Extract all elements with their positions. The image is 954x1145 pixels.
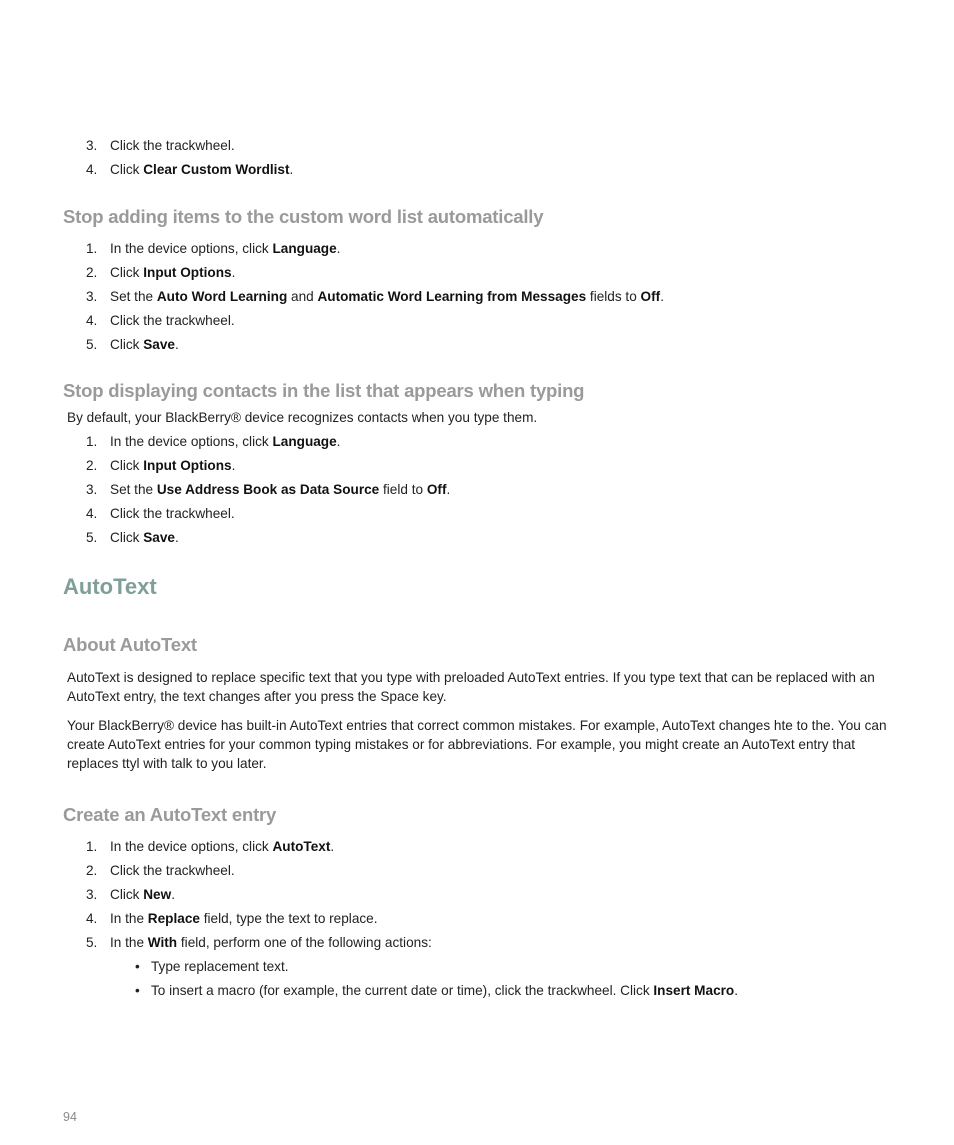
step-number: 3.: [86, 138, 98, 153]
bullet-item: [0, 955, 954, 979]
step-number: 4.: [86, 506, 98, 521]
section-heading: Stop displaying contacts in the list that appears when typing: [63, 380, 585, 401]
section-heading: Stop adding items to the custom word list automatically: [63, 206, 544, 227]
bullet-item: [0, 979, 954, 1003]
step-ui-term: Off: [640, 289, 661, 304]
step-text-end: .: [231, 265, 236, 280]
step-ui-term: New: [143, 887, 172, 902]
bullet-list: [0, 955, 954, 1003]
step-item: [0, 859, 954, 883]
step-text-end: .: [289, 162, 294, 177]
step-number: 3.: [86, 482, 98, 497]
step-text-mid: field, perform one of the following actions:: [177, 935, 432, 950]
step-ui-term: Auto Word Learning: [156, 289, 288, 304]
step-item: [0, 261, 954, 285]
step-text: In the: [110, 935, 148, 950]
step-text-mid: field to: [379, 482, 427, 497]
step-text-mid: field, type the text to replace.: [199, 911, 378, 926]
step-number: 3.: [86, 289, 98, 304]
step-text-end: .: [446, 482, 451, 497]
step-item: [0, 454, 954, 478]
step-text: Set the: [110, 289, 157, 304]
step-text: Click the trackwheel.: [110, 313, 235, 328]
step-item: [0, 502, 954, 526]
step-number: 1.: [86, 839, 98, 854]
step-ui-term: Input Options: [143, 458, 232, 473]
step-ui-term: Use Address Book as Data Source: [156, 482, 380, 497]
step-item: [0, 931, 954, 955]
step-item: [0, 883, 954, 907]
step-text: Click: [110, 458, 144, 473]
page-number: 94: [63, 1110, 77, 1124]
step-number: 4.: [86, 911, 98, 926]
intro-paragraph: By default, your BlackBerry® device recognizes contacts when you type them.: [67, 410, 538, 425]
section-2-steps: [0, 430, 954, 550]
step-number: 5.: [86, 935, 98, 950]
step-text-end: .: [174, 530, 179, 545]
step-ui-term: AutoText: [272, 839, 331, 854]
bullet-text: To insert a macro (for example, the current date or time), click the trackwheel. Click: [151, 983, 654, 998]
bullet-marker: •: [135, 959, 140, 974]
bullet-text: Type replacement text.: [151, 959, 289, 974]
step-item: [0, 134, 954, 158]
step-number: 2.: [86, 265, 98, 280]
step-item: [0, 158, 954, 182]
step-number: 5.: [86, 337, 98, 352]
step-number: 4.: [86, 313, 98, 328]
step-text-end: .: [174, 337, 179, 352]
bullet-text-end: .: [734, 983, 739, 998]
bullet-ui-term: Insert Macro: [653, 983, 735, 998]
section-heading: About AutoText: [63, 634, 197, 655]
step-item: [0, 835, 954, 859]
step-text: Click the trackwheel.: [110, 863, 235, 878]
step-ui-term: Off: [426, 482, 447, 497]
step-item: [0, 285, 954, 309]
step-text: In the device options, click: [110, 839, 273, 854]
step-text: In the device options, click: [110, 241, 273, 256]
step-item: [0, 478, 954, 502]
step-text-end: .: [336, 241, 341, 256]
create-steps: [0, 835, 954, 1003]
step-ui-term: Save: [143, 530, 175, 545]
step-ui-term: Input Options: [143, 265, 232, 280]
step-number: 5.: [86, 530, 98, 545]
step-ui-term: Save: [143, 337, 175, 352]
step-text: Set the: [110, 482, 157, 497]
step-ui-term: Language: [272, 434, 337, 449]
chapter-title: AutoText: [63, 574, 157, 599]
step-text-end: .: [231, 458, 236, 473]
step-ui-term: Automatic Word Learning from Messages: [317, 289, 587, 304]
step-item: [0, 907, 954, 931]
section-heading: Create an AutoText entry: [63, 804, 277, 825]
steps-list: [0, 134, 954, 182]
step-text: Click: [110, 337, 144, 352]
step-item: [0, 309, 954, 333]
about-paragraph: Your BlackBerry® device has built-in AutoText entries that correct common mistakes. For example, AutoText changes hte to the. You can create AutoText entries for your common typing mistakes or for abbreviations. For example, you might create an AutoText entry that replaces ttyl with talk to you later.: [67, 718, 887, 771]
step-ui-term: With: [147, 935, 178, 950]
step-ui-term: Language: [272, 241, 337, 256]
step-number: 3.: [86, 887, 98, 902]
step-item: [0, 333, 954, 357]
step-text-mid: and: [287, 289, 318, 304]
step-text-end: .: [336, 434, 341, 449]
step-number: 4.: [86, 162, 98, 177]
step-ui-term: Replace: [147, 911, 200, 926]
step-text-end: .: [171, 887, 175, 902]
step-text-mid: fields to: [586, 289, 641, 304]
steps-list: [0, 430, 954, 550]
step-text-end: .: [660, 289, 664, 304]
step-text: Click: [110, 530, 144, 545]
step-text: Click: [110, 162, 144, 177]
section-1-steps: [0, 237, 954, 357]
step-item: [0, 526, 954, 550]
steps-list: [0, 237, 954, 357]
step-number: 2.: [86, 458, 98, 473]
continued-steps: [0, 134, 954, 182]
step-item: [0, 237, 954, 261]
step-text: Click: [110, 887, 144, 902]
step-text: Click: [110, 265, 144, 280]
step-text: In the: [110, 911, 148, 926]
step-ui-term: Clear Custom Wordlist: [143, 162, 290, 177]
bullet-marker: •: [135, 983, 140, 998]
step-item: [0, 430, 954, 454]
about-paragraph: AutoText is designed to replace specific text that you type with preloaded AutoText entries. If you type text that can be replaced with an AutoText entry, the text changes after you press the Space key.: [67, 670, 875, 704]
step-number: 2.: [86, 863, 98, 878]
step-number: 1.: [86, 241, 98, 256]
step-number: 1.: [86, 434, 98, 449]
steps-list: [0, 835, 954, 955]
step-text: In the device options, click: [110, 434, 273, 449]
step-text: Click the trackwheel.: [110, 506, 235, 521]
step-text: Click the trackwheel.: [110, 138, 235, 153]
step-text-end: .: [330, 839, 335, 854]
